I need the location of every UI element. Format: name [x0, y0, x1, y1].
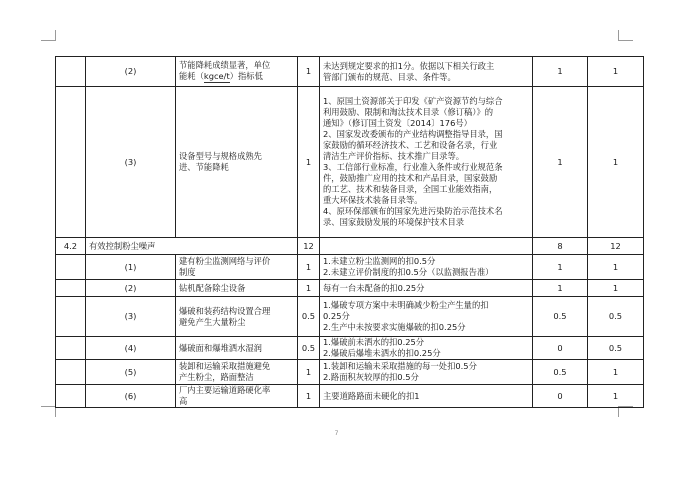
- cell-final-score: 1: [588, 280, 644, 297]
- table-row: [56, 297, 644, 337]
- cell-item: [176, 385, 298, 408]
- cell-criteria: [320, 280, 533, 297]
- table-row: [56, 87, 644, 238]
- cell-score: 12: [298, 238, 320, 255]
- item-line: 厂内主要运输道路硬化率: [179, 385, 271, 395]
- cell-self-score: 0: [533, 337, 588, 360]
- criteria-line: 2、国家发改委颁布的产业结构调整指导目录，国: [323, 129, 503, 139]
- cell-item: [176, 87, 298, 238]
- item-line: 产生粉尘，路面整洁: [179, 372, 254, 382]
- crop-mark-top-left: [41, 30, 56, 41]
- cell-item: [176, 57, 298, 87]
- cell-criteria: [320, 255, 533, 280]
- criteria-line: 1.爆破前未洒水的扣0.25分: [323, 337, 425, 347]
- cell-item: [176, 337, 298, 360]
- criteria-line: 1.装卸和运输未采取措施的每一处扣0.5分: [323, 361, 477, 371]
- table-row: [56, 385, 644, 408]
- table-row: [56, 280, 644, 297]
- cell-score: 0.5: [298, 337, 320, 360]
- criteria-line: 2.路面积灰较厚的扣0.5分: [323, 372, 419, 382]
- cell-section-title: 有效控制粉尘噪声: [86, 238, 298, 255]
- cell-criteria: [320, 57, 533, 87]
- item-line: 能耗（kgce/t）指标低: [179, 71, 263, 81]
- cell-sub: (5): [86, 360, 176, 385]
- criteria-line: 件，鼓励推广应用的技术和产品目录，国家鼓励: [323, 173, 498, 183]
- cell-score: 1: [298, 385, 320, 408]
- cell-no: [56, 255, 86, 280]
- item-line: 建有粉尘监测网络与评价: [179, 256, 271, 266]
- criteria-line: 2.未建立评价制度的扣0.5分（以监测报告准）: [323, 267, 494, 277]
- item-line: 高: [179, 396, 188, 406]
- page-number: 7: [334, 430, 339, 437]
- cell-item: [176, 280, 298, 297]
- cell-no: [56, 57, 86, 87]
- cell-self-score: 0: [533, 385, 588, 408]
- cell-criteria: [320, 337, 533, 360]
- cell-self-score: 1: [533, 87, 588, 238]
- table-row: [56, 360, 644, 385]
- cell-sub: (2): [86, 57, 176, 87]
- criteria-line: 0.25分: [323, 311, 350, 321]
- cell-score: 1: [298, 280, 320, 297]
- cell-final-score: 0.5: [588, 337, 644, 360]
- item-line: 钻机配备除尘设备: [179, 282, 246, 293]
- cell-score: 1: [298, 255, 320, 280]
- table-row: [56, 255, 644, 280]
- cell-final-score: 1: [588, 87, 644, 238]
- cell-self-score: 1: [533, 255, 588, 280]
- cell-self-score: 8: [533, 238, 588, 255]
- cell-no: [56, 280, 86, 297]
- criteria-line: 家鼓励的循环经济技术、工艺和设备名录，行业: [323, 140, 498, 150]
- criteria-line: 2.生产中未按要求实施爆破的扣0.25分: [323, 322, 466, 332]
- criteria-line: 1.爆破专项方案中未明确减少粉尘产生量的扣: [323, 300, 489, 310]
- criteria-line: 录、国家鼓励发展的环境保护技术目录: [323, 217, 465, 227]
- criteria-line: 1、原国土资源部关于印发《矿产资源节约与综合: [323, 96, 503, 106]
- criteria-line: 利用鼓励、限制和淘汰技术目录（修订稿）》的: [323, 107, 494, 117]
- cell-criteria: [320, 385, 533, 408]
- cell-item: [176, 360, 298, 385]
- table-row: [56, 337, 644, 360]
- cell-final-score: 1: [588, 385, 644, 408]
- cell-final-score: 1: [588, 255, 644, 280]
- cell-criteria: [320, 87, 533, 238]
- cell-item: [176, 255, 298, 280]
- cell-criteria: [320, 238, 533, 255]
- criteria-line: 3、工信部行业标准，行业准入条件或行业规范条: [323, 162, 503, 172]
- table-row-section: [56, 238, 644, 255]
- criteria-line: 的工艺、技术和装备目录，全国工业能效指南，: [323, 184, 498, 194]
- cell-score: 1: [298, 360, 320, 385]
- crop-mark-bottom-left: [41, 406, 56, 417]
- cell-score: 0.5: [298, 297, 320, 337]
- item-line: 进、节能降耗: [179, 162, 229, 172]
- cell-no: [56, 385, 86, 408]
- cell-final-score: 0.5: [588, 297, 644, 337]
- cell-sub: (1): [86, 255, 176, 280]
- cell-score: 1: [298, 57, 320, 87]
- item-line: 节能降耗成绩显著，单位: [179, 60, 271, 70]
- criteria-line: 1.未建立粉尘监测网的扣0.5分: [323, 256, 436, 266]
- cell-section-no: 4.2: [56, 238, 86, 255]
- item-line: 装卸和运输采取措施避免: [179, 361, 271, 371]
- cell-no: [56, 337, 86, 360]
- cell-sub: (3): [86, 87, 176, 238]
- item-line: 设备型号与规格成熟先: [179, 151, 262, 161]
- criteria-line: 管部门颁布的规范、目录、条件等。: [323, 71, 456, 82]
- criteria-line: 2.爆破后爆堆未洒水的扣0.25分: [323, 348, 441, 358]
- cell-criteria: [320, 360, 533, 385]
- item-line: 爆破面和爆堆洒水湿润: [179, 342, 262, 353]
- assessment-table: [55, 56, 644, 408]
- criteria-line: 清洁生产评价指标、技术推广目录等。: [323, 151, 465, 161]
- cell-sub: (2): [86, 280, 176, 297]
- criteria-line: 主要道路路面未硬化的扣1: [323, 390, 420, 401]
- criteria-line: 重大环保技术装备目录等。: [323, 195, 423, 205]
- criteria-line: 4、原环保部颁布的国家先进污染防治示范技术名: [323, 206, 503, 216]
- cell-sub: (6): [86, 385, 176, 408]
- criteria-line: 通知》（修订国土资发〔2014〕176号）: [323, 118, 472, 128]
- item-line: 避免产生大量粉尘: [179, 316, 246, 327]
- crop-mark-top-right: [618, 30, 633, 41]
- criteria-line: 每有一台未配备的扣0.25分: [323, 282, 425, 293]
- cell-criteria: [320, 297, 533, 337]
- cell-final-score: 1: [588, 57, 644, 87]
- item-line: 制度: [179, 267, 196, 277]
- cell-item: [176, 297, 298, 337]
- cell-no: [56, 87, 86, 238]
- cell-no: [56, 297, 86, 337]
- cell-self-score: 1: [533, 57, 588, 87]
- cell-no: [56, 360, 86, 385]
- cell-final-score: 1: [588, 360, 644, 385]
- cell-final-score: 12: [588, 238, 644, 255]
- criteria-line: 未达到规定要求的扣1分。依据以下相关行政主: [323, 60, 495, 71]
- cell-self-score: 1: [533, 280, 588, 297]
- cell-sub: (3): [86, 297, 176, 337]
- cell-sub: (4): [86, 337, 176, 360]
- cell-self-score: 0.5: [533, 297, 588, 337]
- table-row: [56, 57, 644, 87]
- cell-score: 1: [298, 87, 320, 238]
- cell-self-score: 0.5: [533, 360, 588, 385]
- item-line: 爆破和装药结构设置合理: [179, 305, 271, 316]
